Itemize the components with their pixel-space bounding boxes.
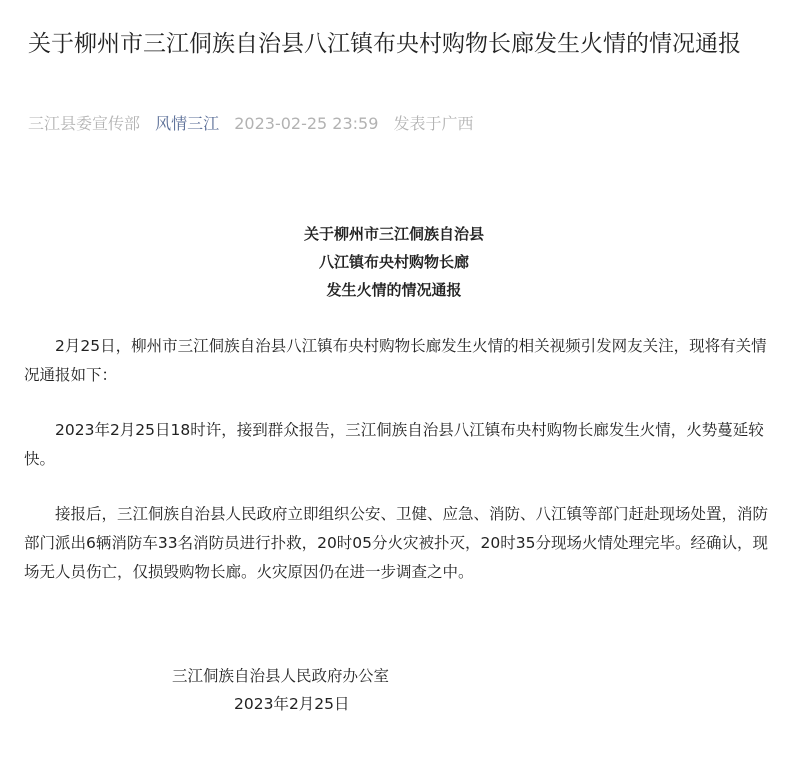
signature-office: 三江侗族自治县人民政府办公室 [172, 667, 390, 685]
article-title: 关于柳州市三江侗族自治县八江镇布央村购物长廊发生火情的情况通报 [28, 31, 741, 57]
publish-time: 2023-02-25 23:59 [234, 114, 379, 133]
author-name: 三江县委宣传部 [28, 114, 141, 133]
notice-heading-line-3: 发生火情的情况通报 [326, 281, 462, 299]
article-meta [28, 112, 768, 136]
publish-location: 发表于广西 [393, 114, 474, 133]
body-paragraph-2: 2023年2月25日18时许，接到群众报告，三江侗族自治县八江镇布央村购物长廊发生火情，火势蔓延较快。 [24, 421, 764, 468]
signature-date: 2023年2月25日 [234, 695, 350, 713]
account-name-link[interactable]: 风情三江 [155, 114, 220, 133]
body-paragraph-3: 接报后，三江侗族自治县人民政府立即组织公安、卫健、应急、消防、八江镇等部门赶赴现场处置，消防部门派出6辆消防车33名消防员进行扑救，20时05分火灾被扑灭，20时35分现场火情处理完毕。经确认，现场无人员伤亡，仅损毁购物长廊。火灾原因仍在进一步调查之中。 [24, 505, 769, 581]
notice-heading-line-1: 关于柳州市三江侗族自治县 [303, 225, 484, 243]
notice-heading-line-2: 八江镇布央村购物长廊 [318, 253, 469, 271]
body-paragraph-1: 2月25日，柳州市三江侗族自治县八江镇布央村购物长廊发生火情的相关视频引发网友关注，现将有关情况通报如下： [24, 337, 767, 384]
notice-heading [0, 220, 788, 304]
